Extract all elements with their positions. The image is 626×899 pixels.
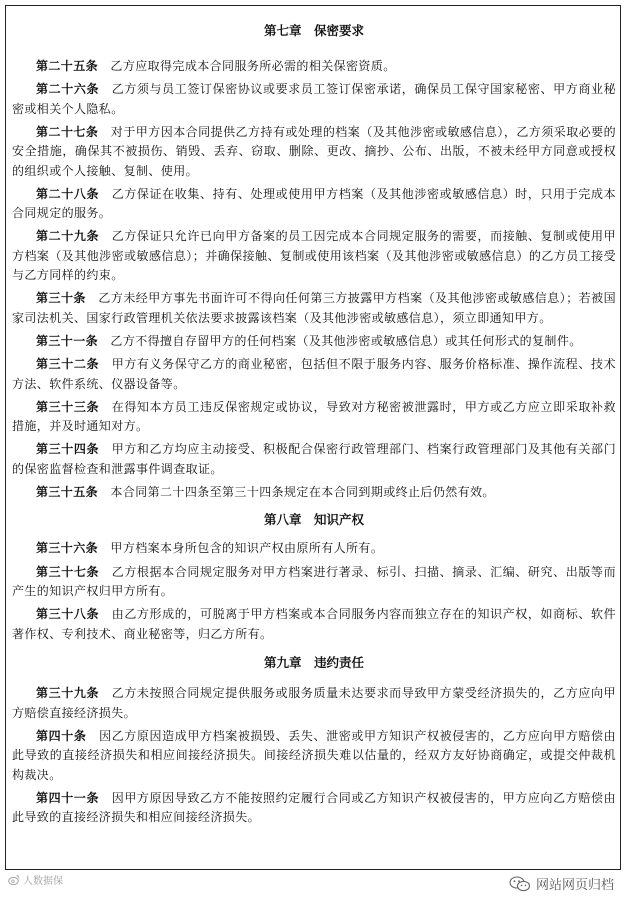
article-text: 乙方未按照合同规定提供服务或服务质量未达要求而导致甲方蒙受经济损失的，乙方应向甲方赔偿直接经济损失。 [12,686,616,720]
article [12,57,616,77]
article-text: 乙方不得擅自存留甲方的任何档案（及其他涉密或敏感信息）或其任何形式的复制件。 [110,334,582,349]
article-text: 因乙方原因造成甲方档案被损毁、丢失、泄密或甲方知识产权被侵害的，乙方应向甲方赔偿由此导致的直接经济损失和相应间接经济损失。间接经济损失难以估量的，经双方友好协商确定，或提交仲裁机构裁决。 [12,728,616,782]
article-text: 乙方未经甲方事先书面许可不得向任何第三方披露甲方档案（及其他涉密或敏感信息）；若被国家司法机关、国家行政管理机关依法要求披露该档案（及其他涉密或敏感信息），须立即通知甲方。 [12,291,617,325]
article-text: 乙方须与员工签订保密协议或要求员工签订保密承诺，确保员工保守国家秘密、甲方商业秘密或相关个人隐私。 [12,82,616,116]
article-number: 第二十五条 [36,59,99,73]
article [12,398,616,437]
article [12,605,616,644]
document-page [5,5,621,870]
article [12,185,616,224]
article-number: 第二十八条 [36,186,100,201]
watermark-left [8,872,63,887]
article [12,440,616,479]
article [12,483,616,503]
article [12,539,616,559]
article [12,355,616,394]
article [12,80,616,119]
article-number: 第四十一条 [36,790,100,805]
article [12,563,616,602]
article [12,123,616,182]
article-number: 第三十条 [36,291,86,306]
article-text: 甲方有义务保守乙方的商业秘密，包括但不限于服务内容、服务价格标准、操作流程、技术方法、软件系统、仪器设备等。 [12,357,616,391]
article-number: 第三十六条 [36,541,99,556]
article-number: 第三十五条 [36,484,99,499]
article-text: 乙方应取得完成本合同服务所必需的相关保密资质。 [110,59,396,73]
article-text: 对于甲方因本合同提供乙方持有或处理的档案（及其他涉密或敏感信息），乙方须采取必要的安全措施，确保其不被损伤、销毁、丢弃、窃取、删除、更改、摘抄、公布、出版，不被未经甲方同意或授权的组织或个人接触、复制、使用。 [12,124,617,178]
article-text: 甲方档案本身所包含的知识产权由原所有人所有。 [110,541,384,556]
article-number: 第三十九条 [36,686,100,701]
chapter-title: 第七章 保密要求 [263,23,364,38]
article-text: 本合同第二十四条至第三十四条规定在本合同到期或终止后仍然有效。 [110,484,495,499]
article-text: 因甲方原因导致乙方不能按照约定履行合同或乙方知识产权被侵害的，甲方应向乙方赔偿由此导致的直接经济损失和相应间接经济损失。 [12,790,616,825]
article-text: 乙方保证在收集、持有、处理或使用甲方档案（及其他涉密或敏感信息）时，只用于完成本合同规定的服务。 [12,186,616,221]
article-text: 甲方和乙方均应主动接受、积极配合保密行政管理部门、档案行政管理部门及其他有关部门的保密监督检查和泄露事件调查取证。 [12,442,616,476]
article-text: 由乙方形成的，可脱离于甲方档案或本合同服务内容而独立存在的知识产权，如商标、软件著作权、专利技术、商业秘密等，归乙方所有。 [12,607,616,641]
article-number: 第二十六条 [36,82,100,97]
article [12,684,616,723]
article-number: 第四十条 [36,728,87,743]
article [12,727,616,786]
article-text: 在得知本方员工违反保密规定或协议，导致对方秘密被泄露时，甲方或乙方应立即采取补救措施，并及时通知对方。 [12,399,616,434]
watermark-right [509,874,614,893]
article-number: 第二十七条 [36,124,99,139]
article [12,789,616,828]
article-number: 第二十九条 [36,229,100,244]
article-number: 第三十三条 [36,399,100,414]
article [12,227,616,286]
document-content [12,18,616,831]
article-number: 第三十四条 [36,442,100,457]
article-number: 第三十七条 [36,564,100,579]
article-number: 第三十一条 [36,334,99,349]
article [12,332,616,352]
article-number: 第三十二条 [36,357,100,372]
article-text: 乙方保证只允许已向甲方备案的员工因完成本合同规定服务的需要，而接触、复制或使用甲方档案（及其他涉密或敏感信息）；并确保接触、复制或使用该档案（及其他涉密或敏感信息）的乙方员工接受与乙方同样的约束。 [12,229,616,283]
chapter-title: 第八章 知识产权 [263,512,364,528]
wechat-icon [509,876,531,892]
chapter-title: 第九章 违约责任 [263,655,364,671]
article-text: 乙方根据本合同规定服务对甲方档案进行著录、标引、扫描、摘录、汇编、研究、出版等而产生的知识产权归甲方所有。 [12,564,616,599]
weibo-icon [8,874,20,886]
watermark-left-text: 人数据保 [23,876,63,887]
article-number: 第三十八条 [36,607,100,622]
article [12,289,616,328]
watermark-right-text: 网站网页归档 [535,878,614,893]
